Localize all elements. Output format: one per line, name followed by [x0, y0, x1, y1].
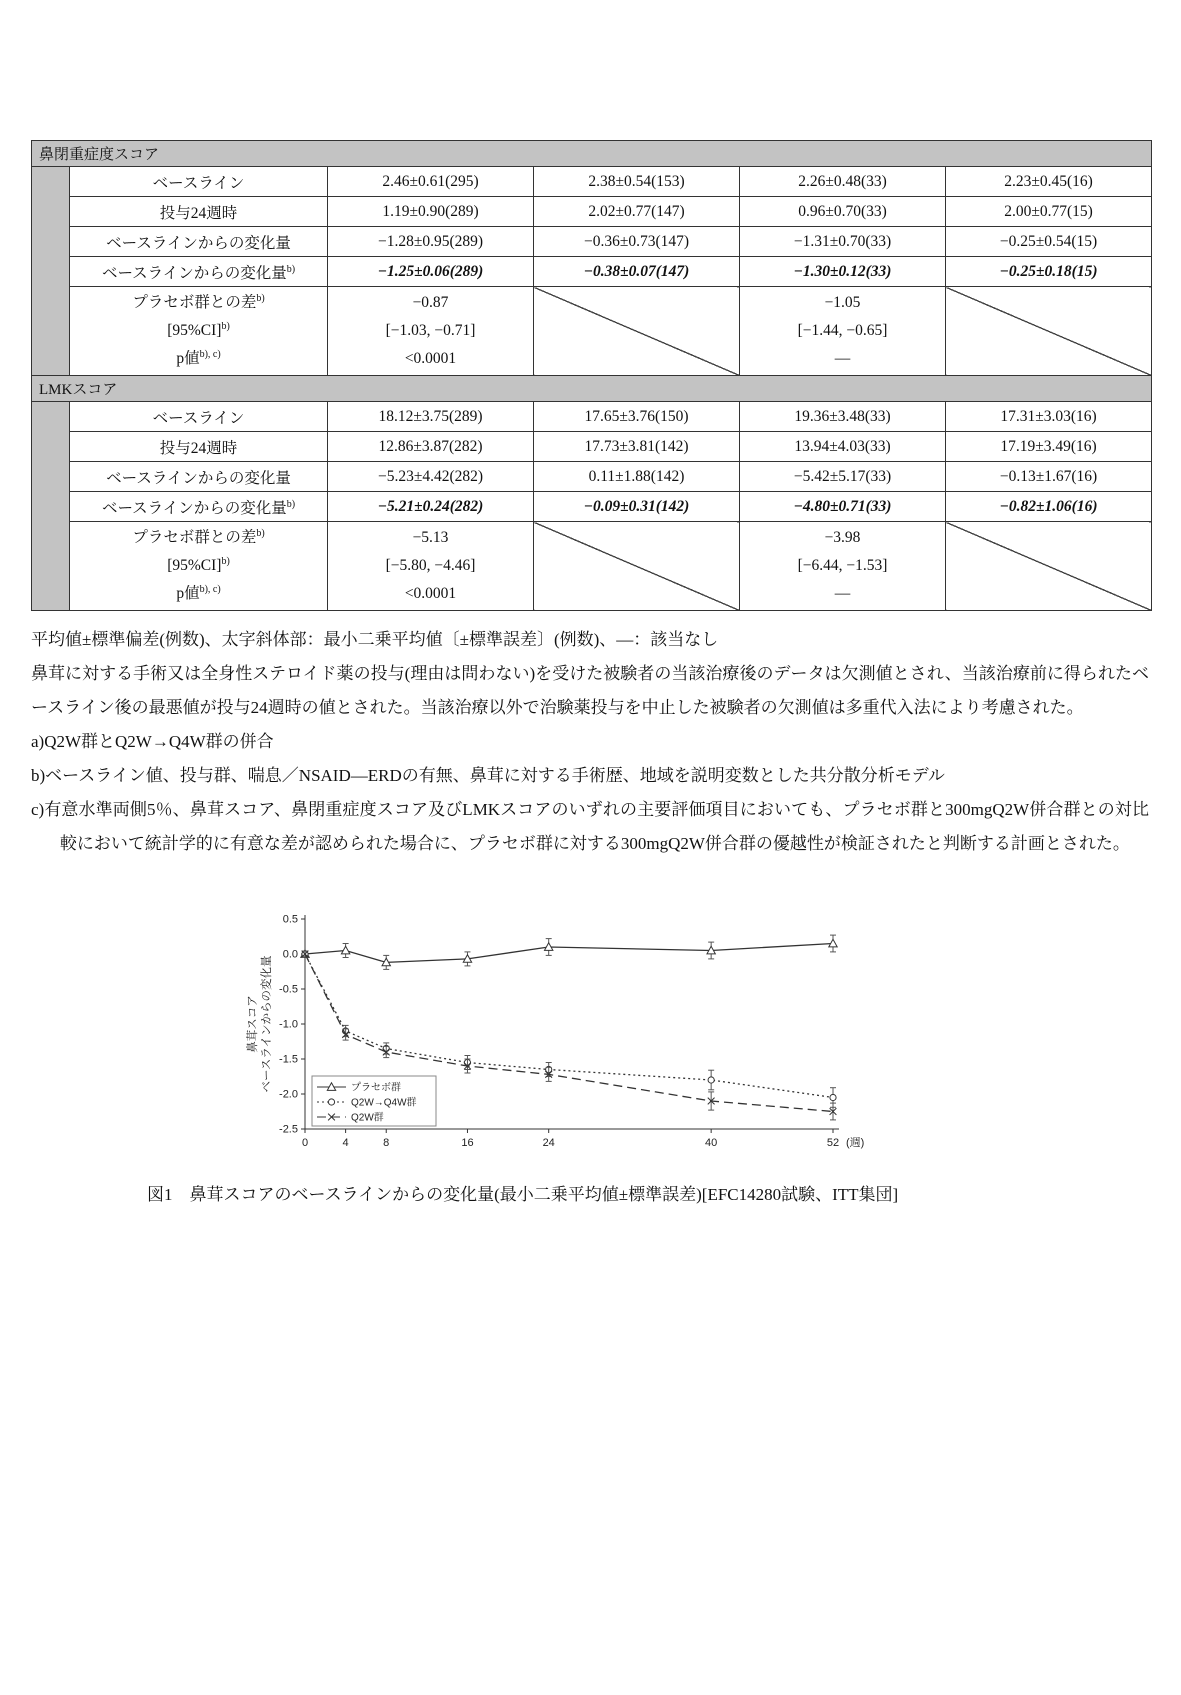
value-cell: −0.09±0.31(142) [534, 492, 740, 522]
value-cell: 17.19±3.49(16) [946, 432, 1152, 462]
series-line [305, 944, 833, 963]
value-cell: 13.94±4.03(33) [740, 432, 946, 462]
value-cell: −0.25±0.54(15) [946, 227, 1152, 257]
value-cell: −0.25±0.18(15) [946, 257, 1152, 287]
circle-marker [708, 1077, 714, 1083]
value-cell: −0.13±1.67(16) [946, 462, 1152, 492]
not-applicable-diagonal-cell [946, 287, 1152, 376]
value-cell: −5.23±4.42(282) [328, 462, 534, 492]
value-cell: −0.36±0.73(147) [534, 227, 740, 257]
footnote-line: a)Q2W群とQ2W→Q4W群の併合 [31, 732, 274, 751]
value-cell: −1.25±0.06(289) [328, 257, 534, 287]
difference-values: −3.98 [−6.44, −1.53] ― [740, 522, 946, 611]
y-tick-label: 0.0 [282, 948, 298, 961]
footnote-line: b)ベースライン値、投与群、喘息／NSAID—ERDの有無、鼻茸に対する手術歴、地域を説明変数とした共分散分析モデル [31, 766, 945, 785]
value-cell: 2.38±0.54(153) [534, 167, 740, 197]
legend-label: Q2W→Q4W群 [351, 1097, 417, 1109]
value-cell: 2.26±0.48(33) [740, 167, 946, 197]
circle-marker [830, 1094, 836, 1100]
row-label: ベースラインからの変化量 [70, 462, 328, 492]
value-cell: −4.80±0.71(33) [740, 492, 946, 522]
value-cell: −1.28±0.95(289) [328, 227, 534, 257]
x-tick-label: 24 [542, 1137, 555, 1149]
value-cell: 2.02±0.77(147) [534, 197, 740, 227]
value-cell: −0.82±1.06(16) [946, 492, 1152, 522]
row-label: ベースライン [70, 402, 328, 432]
value-cell: −1.30±0.12(33) [740, 257, 946, 287]
value-cell: 2.46±0.61(295) [328, 167, 534, 197]
not-applicable-diagonal-cell [534, 522, 740, 611]
value-cell: 1.19±0.90(289) [328, 197, 534, 227]
row-label: 投与24週時 [70, 197, 328, 227]
y-axis-label: ベースラインからの変化量 [261, 955, 273, 1093]
value-cell: 19.36±3.48(33) [740, 402, 946, 432]
value-cell: 17.31±3.03(16) [946, 402, 1152, 432]
x-tick-label: 52 [826, 1137, 840, 1149]
footnote-line: 平均値±標準偏差(例数)、太字斜体部：最小二乗平均値〔±標準誤差〕(例数)、―：該当なし [31, 630, 719, 649]
footnote-line: c)有意水準両側5％、鼻茸スコア、鼻閉重症度スコア及びLMKスコアのいずれの主要評価項目においても、プラセボ群と300mgQ2W併合群との対比較において統計学的に有意な差が認められた場合に、プラセボ群に対する300mgQ2W併合群の優越性が検証されたと判断する計画とされた。 [31, 800, 1149, 853]
value-cell: −5.42±5.17(33) [740, 462, 946, 492]
footnotes [31, 623, 1149, 861]
not-applicable-diagonal-cell [534, 287, 740, 376]
value-cell: −1.31±0.70(33) [740, 227, 946, 257]
value-cell: 0.96±0.70(33) [740, 197, 946, 227]
y-tick-label: -1.5 [279, 1053, 298, 1066]
row-label: プラセボ群との差$^{b)}$ $[95\%CI]^{b)}$ p値$^{b), c)}$ [70, 287, 328, 376]
row-label: プラセボ群との差$^{b)}$ $[95\%CI]^{b)}$ p値$^{b), c)}$ [70, 522, 328, 611]
value-cell: 17.65±3.76(150) [534, 402, 740, 432]
table-section-header: LMKスコア [32, 376, 1152, 402]
difference-values: −1.05 [−1.44, −0.65] ― [740, 287, 946, 376]
x-axis-unit: (週) [846, 1137, 865, 1149]
value-cell: 0.11±1.88(142) [534, 462, 740, 492]
value-cell: −5.21±0.24(282) [328, 492, 534, 522]
y-tick-label: -2.0 [279, 1088, 298, 1101]
table-section-header: 鼻閉重症度スコア [32, 141, 1152, 167]
x-tick-label: 16 [461, 1137, 474, 1149]
footnote-line: 鼻茸に対する手術又は全身性ステロイド薬の投与(理由は問わない)を受けた被験者の当該治療後のデータは欠測値とされ、当該治療前に得られたベースライン後の最悪値が投与24週時の値とされた。当該治療以外で治験薬投与を中止した被験者の欠測値は多重代入法により考慮された。 [31, 664, 1149, 717]
x-tick-label: 4 [342, 1137, 349, 1149]
triangle-marker [341, 946, 349, 954]
y-tick-label: -2.5 [279, 1123, 298, 1136]
y-tick-label: 0.5 [282, 913, 298, 926]
row-label: ベースラインからの変化量$^{b)}$ [70, 492, 328, 522]
value-cell: 2.23±0.45(16) [946, 167, 1152, 197]
value-cell: 12.86±3.87(282) [328, 432, 534, 462]
row-label: 投与24週時 [70, 432, 328, 462]
x-tick-label: 40 [705, 1137, 718, 1149]
section-indent-strip [32, 402, 70, 611]
row-label: ベースライン [70, 167, 328, 197]
legend-label: プラセボ群 [351, 1082, 401, 1094]
y-tick-label: -1.0 [279, 1018, 298, 1031]
figure-chart [241, 905, 881, 1163]
value-cell: −0.38±0.07(147) [534, 257, 740, 287]
difference-values: −5.13 [−5.80, −4.46] <0.0001 [328, 522, 534, 611]
value-cell: 18.12±3.75(289) [328, 402, 534, 432]
value-cell: 2.00±0.77(15) [946, 197, 1152, 227]
row-label: ベースラインからの変化量$^{b)}$ [70, 257, 328, 287]
y-tick-label: -0.5 [279, 983, 298, 996]
x-tick-label: 0 [301, 1137, 309, 1149]
figure-caption: 図1 鼻茸スコアのベースラインからの変化量(最小二乗平均値±標準誤差)[EFC14280試験、ITT集団] [147, 1185, 899, 1204]
y-axis-label: 鼻茸スコア [247, 995, 259, 1053]
figure-block [241, 905, 1151, 1168]
results-table [31, 140, 1152, 611]
results-table-body [32, 141, 1152, 611]
x-tick-label: 8 [383, 1137, 390, 1149]
circle-marker [328, 1099, 334, 1105]
section-indent-strip [32, 167, 70, 376]
value-cell: 17.73±3.81(142) [534, 432, 740, 462]
row-label: ベースラインからの変化量 [70, 227, 328, 257]
difference-values: −0.87 [−1.03, −0.71] <0.0001 [328, 287, 534, 376]
legend-label: Q2W群 [351, 1112, 384, 1124]
not-applicable-diagonal-cell [946, 522, 1152, 611]
